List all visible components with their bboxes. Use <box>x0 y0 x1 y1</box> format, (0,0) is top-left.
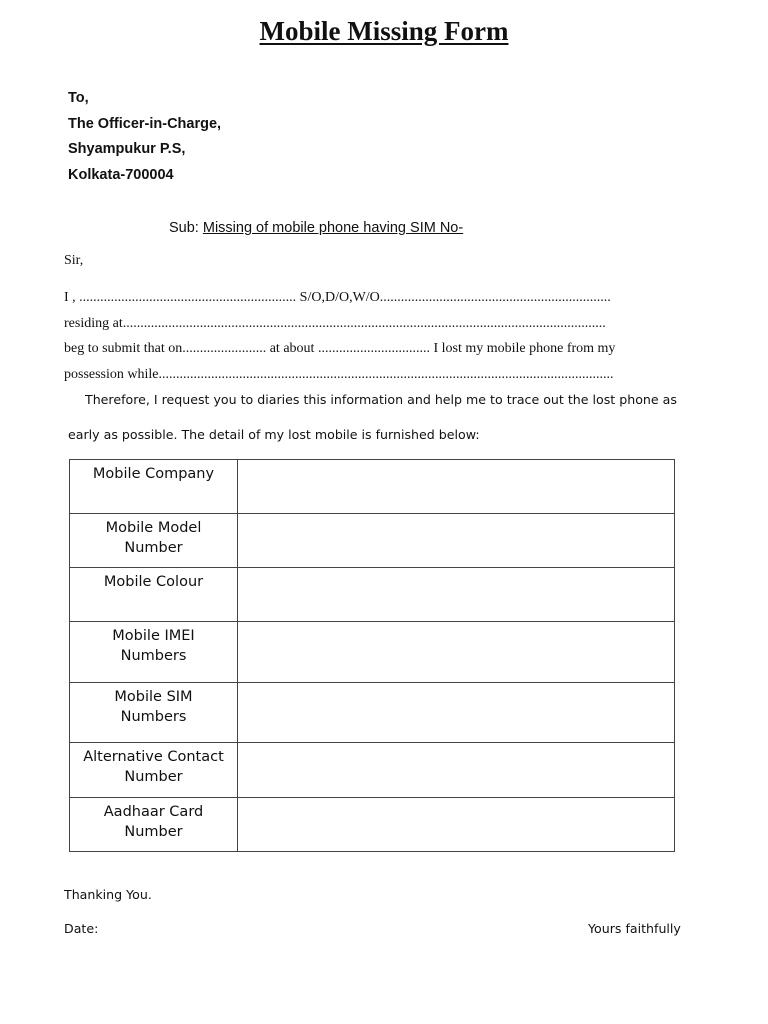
recipient-address <box>68 86 221 188</box>
name-field: I , .............................................................. <box>64 290 297 305</box>
salutation: Sir, <box>64 253 84 268</box>
details-label-cell <box>70 460 238 514</box>
details-row <box>70 743 675 798</box>
details-label-cell <box>70 568 238 622</box>
details-row <box>70 683 675 743</box>
details-label-line: Alternative Contact <box>83 749 224 765</box>
details-label-line: Aadhaar Card <box>103 804 204 820</box>
subject-text: Missing of mobile phone having SIM No- <box>202 220 464 236</box>
details-value-cell[interactable] <box>238 460 675 514</box>
address-city: Kolkata-700004 <box>68 166 174 183</box>
signoff-text: Yours faithfully <box>588 921 681 936</box>
address-station: Shyampukur P.S, <box>68 141 186 157</box>
details-label-line: Mobile Company <box>92 466 215 482</box>
relation-label: S/O,D/O,W/O <box>299 290 380 305</box>
details-row <box>70 568 675 622</box>
address-officer: The Officer-in-Charge, <box>68 115 222 132</box>
details-label-line: Mobile Colour <box>103 574 204 590</box>
details-label-cell <box>70 743 238 798</box>
details-row <box>70 622 675 683</box>
details-label-line: Mobile IMEI <box>112 628 195 644</box>
details-label-line: Numbers <box>120 709 187 725</box>
relation-field: .................................................................. <box>379 290 611 305</box>
form-title <box>0 16 768 47</box>
details-value-cell[interactable] <box>238 798 675 852</box>
subject-prefix: Sub: <box>169 220 199 236</box>
details-value-cell[interactable] <box>238 622 675 683</box>
lost-phone-text: I lost my mobile phone from my <box>433 341 616 356</box>
mobile-details-table <box>69 459 675 852</box>
details-label-cell <box>70 514 238 568</box>
address-to: To, <box>68 90 89 106</box>
details-label-line: Numbers <box>120 648 187 664</box>
date-label: Date: <box>64 921 99 936</box>
details-value-cell[interactable] <box>238 568 675 622</box>
request-paragraph-line-2: early as possible. The detail of my lost mobile is furnished below: <box>68 427 480 442</box>
letter-line-2: residing at.......................................................................................................................................... <box>64 316 606 331</box>
details-label-line: Number <box>124 540 183 556</box>
details-label-cell <box>70 622 238 683</box>
letter-line-1 <box>64 290 611 306</box>
details-label-cell <box>70 798 238 852</box>
letter-line-4: possession while.................................................................................................................................. <box>64 367 614 382</box>
date-field: beg to submit that on........................ <box>64 341 267 356</box>
time-label: at about <box>269 341 315 356</box>
letter-line-3 <box>64 341 615 357</box>
subject-line <box>169 220 463 236</box>
details-row <box>70 514 675 568</box>
details-label-line: Mobile SIM <box>114 689 193 705</box>
details-label-line: Mobile Model <box>105 520 202 536</box>
form-title-text: Mobile Missing Form <box>259 16 509 46</box>
details-label-line: Number <box>124 769 183 785</box>
details-value-cell[interactable] <box>238 743 675 798</box>
details-value-cell[interactable] <box>238 683 675 743</box>
details-row <box>70 460 675 514</box>
details-label-line: Number <box>124 824 183 840</box>
details-value-cell[interactable] <box>238 514 675 568</box>
time-field: ................................ <box>317 341 430 356</box>
request-paragraph-line-1: Therefore, I request you to diaries this information and help me to trace out the lost phone as <box>85 392 677 407</box>
details-label-cell <box>70 683 238 743</box>
details-row <box>70 798 675 852</box>
thanking-text: Thanking You. <box>64 887 152 902</box>
